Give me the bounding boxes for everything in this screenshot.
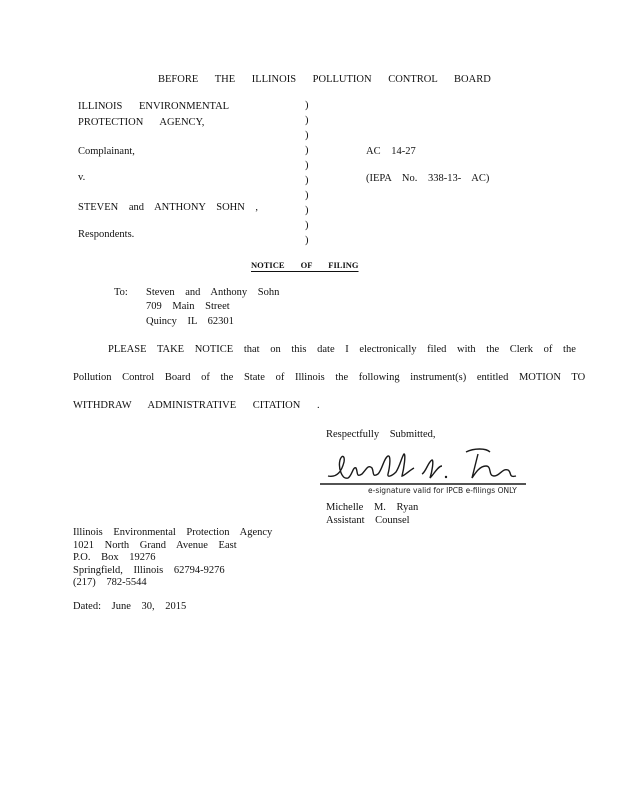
body-line-1: PLEASE TAKE NOTICE that on this date I electronically filed with the Clerk of the: [108, 344, 576, 355]
notice-title: NOTICE OF FILING: [251, 260, 359, 270]
iepa-number: (IEPA No. 338-13- AC): [366, 173, 490, 184]
signer-name: Michelle M. Ryan: [326, 502, 419, 513]
to-street: 709 Main Street: [146, 301, 230, 312]
agency-street: 1021 North Grand Avenue East: [73, 540, 237, 551]
respondents-label: Respondents.: [78, 229, 135, 240]
complainant-label: Complainant,: [78, 146, 135, 157]
signer-title: Assistant Counsel: [326, 515, 410, 526]
dated-line: Dated: June 30, 2015: [73, 601, 187, 612]
body-line-3: WITHDRAW ADMINISTRATIVE CITATION .: [73, 400, 320, 411]
versus-label: v.: [78, 172, 86, 183]
document-heading: BEFORE THE ILLINOIS POLLUTION CONTROL BOARD: [158, 74, 491, 85]
agency-city: Springfield, Illinois 62794-9276: [73, 565, 225, 576]
respondent-names: STEVEN and ANTHONY SOHN ,: [78, 202, 259, 213]
case-number: AC 14-27: [366, 146, 416, 157]
agency-phone: (217) 782-5544: [73, 577, 147, 588]
to-city: Quincy IL 62301: [146, 316, 234, 327]
body-line-2: Pollution Control Board of the State of Illinois the following instrument(s) entitled MOTION TO: [73, 372, 586, 383]
to-label: To:: [114, 287, 128, 298]
signature-caption: e-signature valid for IPCB e-filings ONLY: [368, 486, 517, 495]
agency-name: Illinois Environmental Protection Agency: [73, 527, 273, 538]
caption-bracket-column: ) ) ) ) ) ) ) ) ) ): [305, 100, 309, 246]
closing: Respectfully Submitted,: [326, 429, 436, 440]
agency-po-box: P.O. Box 19276: [73, 552, 156, 563]
complainant-name-line1: ILLINOIS ENVIRONMENTAL: [78, 101, 230, 112]
complainant-name-line2: PROTECTION AGENCY,: [78, 117, 205, 128]
to-recipient-name: Steven and Anthony Sohn: [146, 287, 280, 298]
